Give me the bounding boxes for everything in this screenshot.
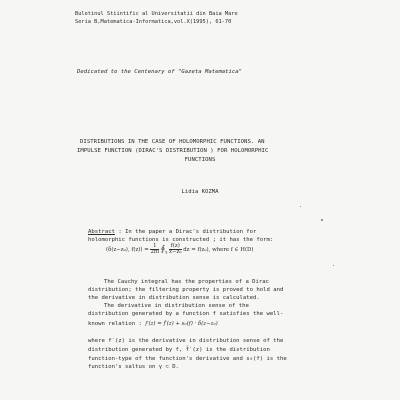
paper-title-line2: IMPULSE FUNCTION (DIRAC'S DISTRIBUTION ) FOR HOLOMORPHIC: [77, 148, 269, 154]
body-p2-line2: distribution generated by a function f satisfies the well-: [88, 311, 284, 317]
abstract-label: Abstract: [88, 229, 115, 235]
dedication: Dedicated to the Centenary of "Gazeta Matematica": [77, 69, 243, 75]
contour-integral-sign: ∮: [160, 244, 166, 253]
body-p2-line1: The derivative in distribution sense of the: [104, 303, 249, 309]
paper-title-line1: DISTRIBUTIONS IN THE CASE OF HOLOMORPHIC FUNCTIONS. AN: [80, 139, 265, 145]
author-name: Lidia KOZMA: [181, 189, 219, 195]
paper-title-line3: FUNCTIONS: [184, 157, 216, 163]
derivative-relation: f′(z) = f̃′(z) + s₀(f) · δ(z−z₀): [145, 321, 218, 327]
body-p3-line4: function's saltus on γ ⊂ D.: [88, 364, 179, 370]
integrand-numerator: f(z): [170, 243, 180, 249]
body-p1-line2: distribution; the filtering property is proved to hold and: [88, 287, 284, 293]
formula-rhs: dz = f(z₀), where f ∈ H(D): [183, 247, 254, 253]
coef-denominator: 2πi: [150, 249, 160, 255]
body-p3-line1: where f′(z) is the derivative in distribution sense of the: [88, 338, 284, 344]
body-p1-line1: The Cauchy integral has the properties of a Dirac: [104, 279, 270, 285]
journal-header-line2: Seria B,Matematica-Informatica,vol.X(1995), 61-70: [75, 19, 232, 25]
journal-header-line1: Buletinul Stiintific al Universitatii din Baia Mare: [75, 11, 238, 17]
abstract-line2: holomorphic functions is constructed ; it has the form:: [88, 237, 274, 243]
body-p3-line3: function-type of the function's derivative and s₀(f) is the: [88, 356, 287, 362]
scan-speck: [321, 219, 323, 221]
abstract-line1-text: : In the paper a Dirac's distribution for: [118, 229, 257, 235]
body-p1-line3: the derivative in distribution sense is calculated.: [88, 295, 260, 301]
body-p2-line3: [88, 321, 218, 328]
scan-speck: [300, 206, 301, 207]
body-p3-line2: distribution generated by f, f̃′(z) is the distribution: [88, 347, 270, 353]
coef-numerator: 1: [150, 244, 159, 250]
formula-integrand: [169, 244, 181, 255]
formula-lhs: (δ(z−z₀), f(z)) =: [106, 247, 151, 253]
integral-contour: γ: [165, 249, 168, 255]
dirac-formula: [106, 244, 253, 255]
scan-speck: [333, 265, 334, 266]
integrand-denominator: z−z₀: [169, 249, 182, 255]
formula-coefficient: [150, 244, 159, 255]
body-p2-line3-text: known relation :: [88, 321, 142, 327]
abstract-line1: [88, 229, 256, 236]
